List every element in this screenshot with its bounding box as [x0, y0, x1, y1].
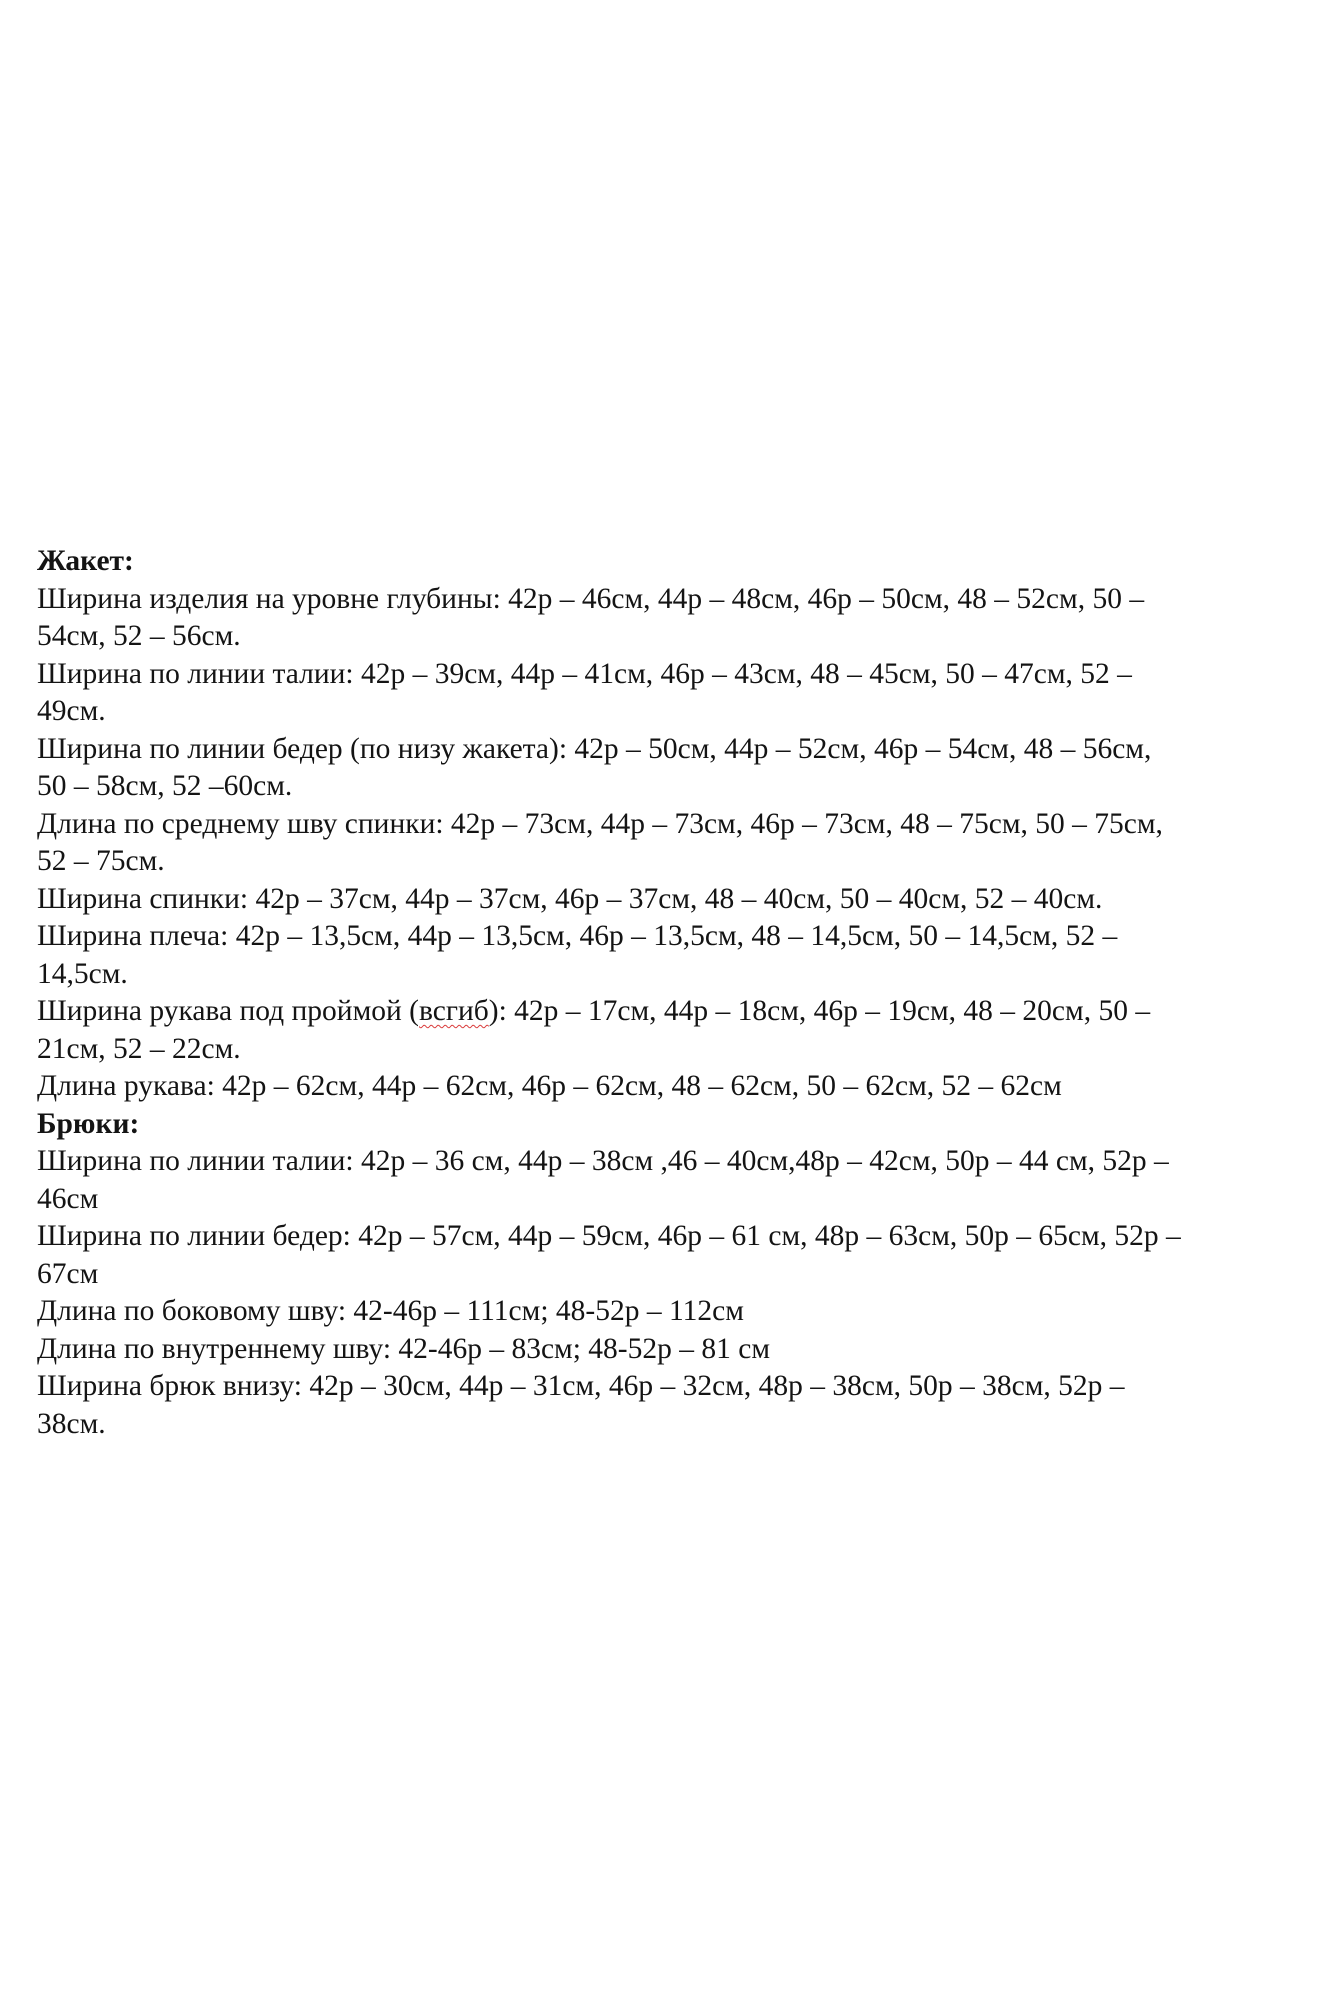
jacket-line: Длина рукава: 42р – 62см, 44р – 62см, 46р – 62см, 48 – 62см, 50 – 62см, 52 – 62см [37, 1070, 1062, 1102]
jacket-line: Ширина плеча: 42р – 13,5см, 44р – 13,5см, 46р – 13,5см, 48 – 14,5см, 50 – 14,5см, 52 – [37, 920, 1118, 952]
jacket-heading: Жакет: [37, 545, 134, 577]
jacket-line: 14,5см. [37, 957, 128, 990]
jacket-line: Ширина по линии бедер (по низу жакета): 42р – 50см, 44р – 52см, 46р – 54см, 48 – 56см, [37, 732, 1152, 765]
jacket-line [37, 993, 1307, 1031]
trousers-line: 38см. [37, 1407, 106, 1440]
jacket-line: 49см. [37, 695, 106, 727]
trousers-heading: Брюки: [37, 1107, 140, 1140]
jacket-line: 54см, 52 – 56см. [37, 620, 241, 652]
trousers-line: Ширина по линии талии: 42р – 36 см, 44р – 38см ,46 – 40см,48р – 42см, 50р – 44 см, 52р – [37, 1145, 1169, 1177]
jacket-line: 52 – 75см. [37, 845, 165, 877]
trousers-line: Длина по внутреннему шву: 42-46р – 83см; 48-52р – 81 см [37, 1332, 771, 1365]
trousers-line: 46см [37, 1182, 99, 1215]
size-chart-text [37, 543, 1307, 1443]
text-span: Ширина рукава под проймой ( [37, 995, 419, 1027]
spellcheck-underlined-word: всгиб [419, 995, 489, 1027]
jacket-line: Ширина по линии талии: 42р – 39см, 44р – 41см, 46р – 43см, 48 – 45см, 50 – 47см, 52 – [37, 657, 1132, 690]
trousers-line: Ширина по линии бедер: 42р – 57см, 44р – 59см, 46р – 61 см, 48р – 63см, 50р – 65см, 52р – [37, 1220, 1181, 1252]
trousers-line: 67см [37, 1257, 99, 1290]
text-span: ): 42р – 17см, 44р – 18см, 46р – 19см, 48 – 20см, 50 – [488, 995, 1151, 1027]
jacket-line: 50 – 58см, 52 –60см. [37, 770, 293, 802]
jacket-line: Ширина спинки: 42р – 37см, 44р – 37см, 46р – 37см, 48 – 40см, 50 – 40см, 52 – 40см. [37, 882, 1103, 915]
jacket-line: Ширина изделия на уровне глубины: 42р – 46см, 44р – 48см, 46р – 50см, 48 – 52см, 50 – [37, 582, 1145, 615]
trousers-line: Ширина брюк внизу: 42р – 30см, 44р – 31см, 46р – 32см, 48р – 38см, 50р – 38см, 52р – [37, 1370, 1125, 1402]
jacket-line: Длина по среднему шву спинки: 42р – 73см, 44р – 73см, 46р – 73см, 48 – 75см, 50 – 75см, [37, 807, 1163, 840]
jacket-line: 21см, 52 – 22см. [37, 1032, 241, 1065]
trousers-line: Длина по боковому шву: 42-46р – 111см; 48-52р – 112см [37, 1295, 744, 1327]
